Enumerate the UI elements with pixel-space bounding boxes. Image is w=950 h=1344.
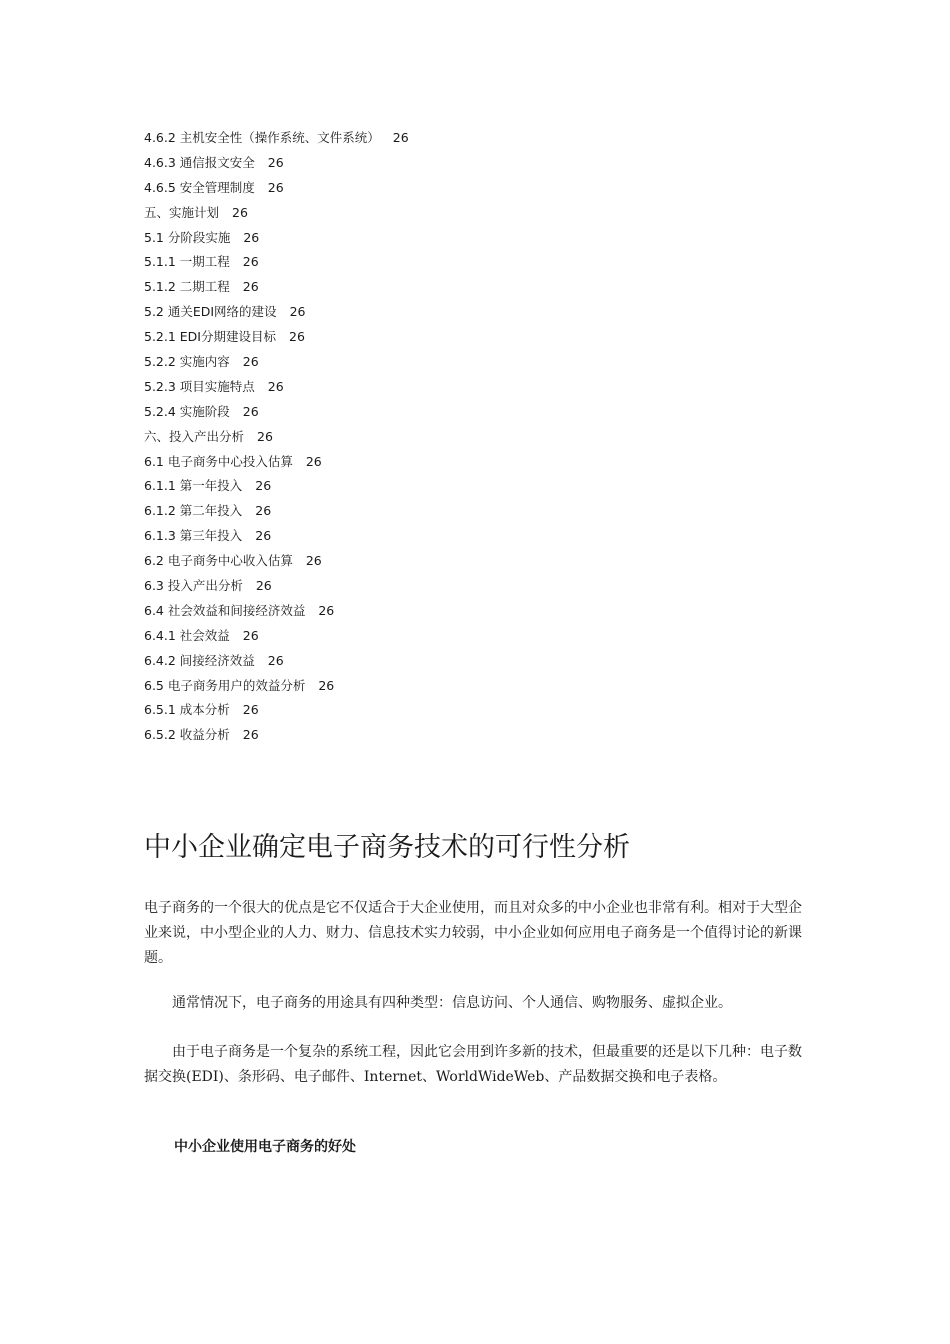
- toc-entry-page-number: 26: [242, 727, 259, 743]
- toc-entry[interactable]: [144, 250, 824, 275]
- toc-entry-title: 6.4.1 社会效益: [144, 627, 230, 643]
- toc-entry[interactable]: [144, 624, 824, 649]
- toc-entry-page-number: 26: [289, 329, 305, 345]
- toc-entry-page-number: 26: [242, 254, 259, 270]
- toc-entry[interactable]: [144, 499, 824, 524]
- toc-entry[interactable]: [144, 400, 824, 425]
- toc-entry-page-number: 26: [318, 677, 335, 693]
- toc-entry-page-number: 26: [243, 229, 260, 245]
- table-of-contents: [144, 126, 824, 748]
- toc-entry-title: 5.2.3 项目实施特点: [144, 378, 255, 394]
- intro-paragraph: 电子商务的一个很大的优点是它不仅适合于大企业使用，而且对众多的中小企业也非常有利。相对于大型企业来说，中小型企业的人力、财力、信息技术实力较弱，中小企业如何应用电子商务是一个值得讨论的新课题。: [144, 900, 802, 966]
- toc-entry[interactable]: [144, 723, 824, 748]
- toc-entry[interactable]: [144, 201, 824, 226]
- toc-entry[interactable]: [144, 300, 824, 325]
- toc-entry-title: 5.1 分阶段实施: [144, 229, 231, 245]
- toc-entry-title: 6.5.2 收益分析: [144, 727, 230, 743]
- toc-entry-title: 6.1.1 第一年投入: [144, 478, 243, 494]
- toc-entry-title: 6.5.1 成本分析: [144, 702, 230, 718]
- toc-entry[interactable]: [144, 649, 824, 674]
- toc-entry-title: 6.4.2 间接经济效益: [144, 652, 255, 668]
- toc-entry[interactable]: [144, 176, 824, 201]
- toc-entry-title: 4.6.5 安全管理制度: [144, 179, 255, 195]
- toc-entry-page-number: 26: [255, 528, 272, 544]
- toc-entry-page-number: 26: [242, 702, 259, 718]
- toc-entry[interactable]: [144, 524, 824, 549]
- toc-entry-title: 4.6.2 主机安全性（操作系统、文件系统）: [144, 130, 380, 145]
- toc-entry-title: 6.1.3 第三年投入: [144, 528, 243, 544]
- toc-entry[interactable]: [144, 474, 824, 499]
- toc-entry-page-number: 26: [242, 627, 259, 643]
- toc-entry-title: 5.2.4 实施阶段: [144, 403, 230, 419]
- toc-entry-title: 5.2 通关EDI网络的建设: [144, 304, 277, 320]
- toc-entry-page-number: 26: [232, 204, 248, 220]
- toc-entry-title: 5.1.2 二期工程: [144, 279, 230, 295]
- toc-entry[interactable]: [144, 151, 824, 176]
- toc-entry-page-number: 26: [267, 378, 284, 394]
- toc-entry[interactable]: [144, 375, 824, 400]
- toc-entry-title: 6.2 电子商务中心收入估算: [144, 553, 293, 569]
- toc-entry-page-number: 26: [255, 503, 272, 519]
- toc-entry-title: 4.6.3 通信报文安全: [144, 154, 255, 170]
- toc-entry-title: 5.2.1 EDI分期建设目标: [144, 329, 276, 345]
- toc-entry-title: 五、实施计划: [144, 204, 220, 220]
- toc-entry-title: 6.1.2 第二年投入: [144, 503, 243, 519]
- toc-entry-title: 6.3 投入产出分析: [144, 578, 243, 594]
- toc-entry[interactable]: [144, 126, 824, 151]
- toc-entry-page-number: 26: [267, 154, 284, 170]
- toc-entry[interactable]: [144, 350, 824, 375]
- toc-entry-page-number: 26: [318, 602, 335, 618]
- technologies-paragraph: 由于电子商务是一个复杂的系统工程，因此它会用到许多新的技术，但最重要的还是以下几种：电子数据交换(EDI)、条形码、电子邮件、Internet、WorldWideWeb、产品数据交换和电子表格。: [144, 1044, 802, 1085]
- toc-entry-page-number: 26: [242, 403, 259, 419]
- toc-entry[interactable]: [144, 275, 824, 300]
- toc-entry-title: 六、投入产出分析: [144, 428, 245, 444]
- toc-entry-page-number: 26: [255, 478, 272, 494]
- toc-entry-page-number: 26: [267, 179, 284, 195]
- toc-entry[interactable]: [144, 698, 824, 723]
- toc-entry-title: 6.1 电子商务中心投入估算: [144, 453, 293, 469]
- toc-entry-page-number: 26: [289, 304, 306, 320]
- toc-entry[interactable]: [144, 549, 824, 574]
- toc-entry-page-number: 26: [305, 453, 322, 469]
- document-title: 中小企业确定电子商务技术的可行性分析: [144, 832, 630, 863]
- toc-entry-page-number: 26: [242, 279, 259, 295]
- toc-entry[interactable]: [144, 325, 824, 350]
- toc-entry-page-number: 26: [267, 652, 284, 668]
- toc-entry-page-number: 26: [305, 553, 322, 569]
- toc-entry-page-number: 26: [392, 130, 409, 145]
- toc-entry-title: 6.5 电子商务用户的效益分析: [144, 677, 306, 693]
- toc-entry[interactable]: [144, 599, 824, 624]
- toc-entry-page-number: 26: [242, 354, 259, 370]
- toc-entry[interactable]: [144, 226, 824, 251]
- toc-entry[interactable]: [144, 450, 824, 475]
- toc-entry-page-number: 26: [255, 578, 272, 594]
- toc-entry[interactable]: [144, 574, 824, 599]
- toc-entry-title: 6.4 社会效益和间接经济效益: [144, 602, 306, 618]
- section-subheading: 中小企业使用电子商务的好处: [174, 1139, 356, 1155]
- toc-entry-title: 5.1.1 一期工程: [144, 254, 230, 270]
- toc-entry-title: 5.2.2 实施内容: [144, 354, 230, 370]
- toc-entry[interactable]: [144, 674, 824, 699]
- toc-entry[interactable]: [144, 425, 824, 450]
- toc-entry-page-number: 26: [257, 428, 273, 444]
- usage-types-paragraph: 通常情况下，电子商务的用途具有四种类型：信息访问、个人通信、购物服务、虚拟企业。: [172, 995, 732, 1011]
